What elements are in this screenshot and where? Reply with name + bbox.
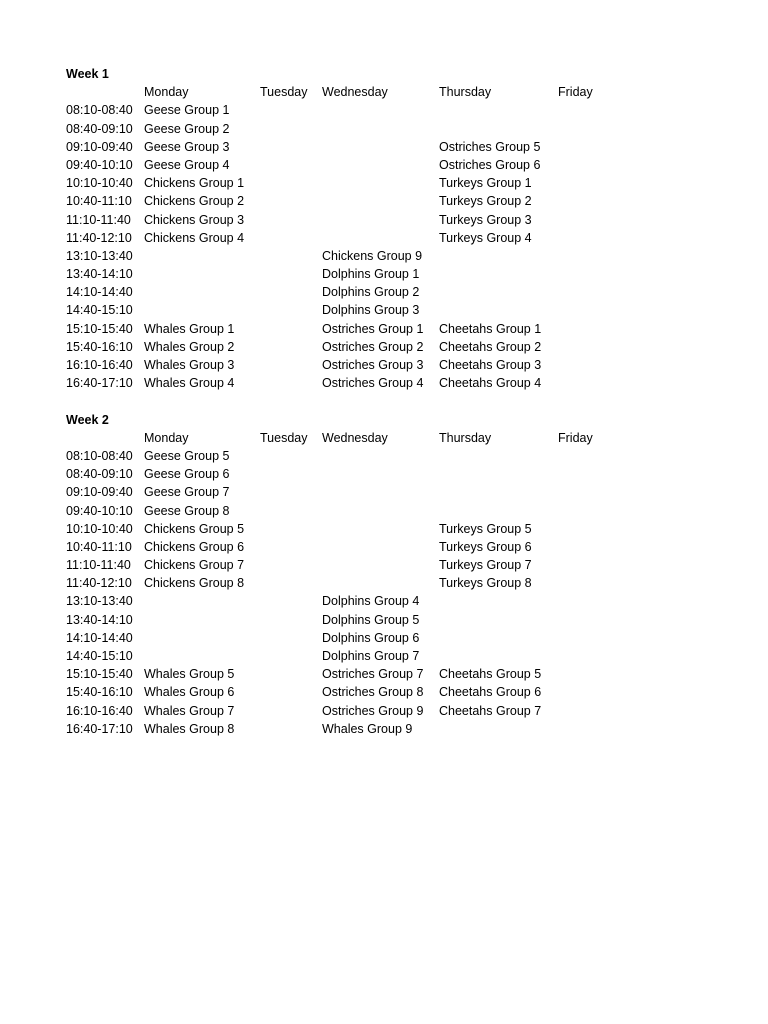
time-slot: 14:40-15:10 bbox=[66, 649, 133, 663]
time-slot: 10:10-10:40 bbox=[66, 176, 133, 191]
day-header-monday: Monday bbox=[144, 85, 189, 100]
thursday-cell: Turkeys Group 5 bbox=[439, 521, 532, 536]
thursday-cell: Turkeys Group 6 bbox=[439, 539, 532, 554]
wednesday-cell: Dolphins Group 3 bbox=[322, 303, 420, 318]
time-slot: 16:40-17:10 bbox=[66, 376, 133, 391]
thursday-cell: Turkeys Group 4 bbox=[439, 230, 532, 245]
week-title: Week 2 bbox=[66, 412, 109, 427]
time-slot: 15:10-15:40 bbox=[66, 667, 133, 682]
thursday-cell: Turkeys Group 3 bbox=[439, 212, 532, 227]
time-slot: 14:10-14:40 bbox=[66, 630, 133, 645]
monday-cell: Chickens Group 7 bbox=[144, 558, 245, 573]
monday-cell: Geese Group 7 bbox=[144, 485, 230, 500]
day-header-wednesday: Wednesday bbox=[322, 85, 388, 100]
day-header-monday: Monday bbox=[144, 430, 189, 445]
wednesday-cell: Ostriches Group 2 bbox=[322, 339, 424, 354]
time-slot: 16:40-17:10 bbox=[66, 721, 133, 736]
monday-cell: Geese Group 5 bbox=[144, 448, 230, 463]
time-slot: 16:10-16:40 bbox=[66, 358, 133, 372]
day-header-wednesday: Wednesday bbox=[322, 430, 388, 445]
monday-cell: Whales Group 7 bbox=[144, 703, 235, 718]
monday-cell: Chickens Group 4 bbox=[144, 230, 245, 245]
day-header-tuesday: Tuesday bbox=[260, 85, 308, 100]
wednesday-cell: Ostriches Group 9 bbox=[322, 703, 424, 718]
thursday-cell: Cheetahs Group 4 bbox=[439, 376, 542, 391]
monday-cell: Geese Group 8 bbox=[144, 503, 230, 518]
thursday-cell: Ostriches Group 6 bbox=[439, 157, 541, 172]
wednesday-cell: Dolphins Group 2 bbox=[322, 285, 420, 300]
time-slot: 14:10-14:40 bbox=[66, 285, 133, 300]
wednesday-cell: Ostriches Group 7 bbox=[322, 667, 424, 682]
thursday-cell: Cheetahs Group 6 bbox=[439, 685, 542, 700]
monday-cell: Geese Group 6 bbox=[144, 467, 230, 482]
monday-cell: Whales Group 6 bbox=[144, 685, 235, 700]
time-slot: 13:10-13:40 bbox=[66, 594, 133, 609]
week-title: Week 1 bbox=[66, 67, 109, 81]
wednesday-cell: Ostriches Group 8 bbox=[322, 685, 424, 700]
thursday-cell: Turkeys Group 2 bbox=[439, 194, 532, 209]
monday-cell: Chickens Group 1 bbox=[144, 176, 245, 191]
time-slot: 10:40-11:10 bbox=[66, 194, 132, 209]
monday-cell: Whales Group 3 bbox=[144, 358, 235, 372]
day-header-thursday: Thursday bbox=[439, 85, 492, 100]
monday-cell: Chickens Group 5 bbox=[144, 521, 245, 536]
thursday-cell: Cheetahs Group 2 bbox=[439, 339, 542, 354]
time-slot: 08:10-08:40 bbox=[66, 103, 133, 118]
time-slot: 09:10-09:40 bbox=[66, 485, 133, 500]
day-header-friday: Friday bbox=[558, 85, 593, 100]
time-slot: 15:40-16:10 bbox=[66, 339, 133, 354]
time-slot: 11:40-12:10 bbox=[66, 230, 132, 245]
time-slot: 15:10-15:40 bbox=[66, 321, 133, 336]
monday-cell: Geese Group 3 bbox=[144, 139, 230, 154]
wednesday-cell: Ostriches Group 4 bbox=[322, 376, 424, 391]
time-slot: 16:10-16:40 bbox=[66, 703, 133, 718]
wednesday-cell: Whales Group 9 bbox=[322, 721, 413, 736]
wednesday-cell: Dolphins Group 1 bbox=[322, 267, 420, 282]
time-slot: 15:40-16:10 bbox=[66, 685, 133, 700]
time-slot: 14:40-15:10 bbox=[66, 303, 133, 318]
monday-cell: Whales Group 5 bbox=[144, 667, 235, 682]
monday-cell: Chickens Group 6 bbox=[144, 539, 245, 554]
time-slot: 10:10-10:40 bbox=[66, 521, 133, 536]
time-slot: 13:40-14:10 bbox=[66, 612, 133, 627]
thursday-cell: Turkeys Group 7 bbox=[439, 558, 532, 573]
thursday-cell: Ostriches Group 5 bbox=[439, 139, 541, 154]
time-slot: 11:10-11:40 bbox=[66, 558, 131, 573]
monday-cell: Chickens Group 8 bbox=[144, 576, 245, 591]
time-slot: 09:40-10:10 bbox=[66, 503, 133, 518]
monday-cell: Geese Group 2 bbox=[144, 121, 230, 136]
thursday-cell: Cheetahs Group 3 bbox=[439, 358, 542, 372]
monday-cell: Whales Group 8 bbox=[144, 721, 235, 736]
day-header-tuesday: Tuesday bbox=[260, 430, 308, 445]
time-slot: 10:40-11:10 bbox=[66, 539, 132, 554]
wednesday-cell: Dolphins Group 4 bbox=[322, 594, 420, 609]
monday-cell: Whales Group 4 bbox=[144, 376, 235, 391]
time-slot: 08:10-08:40 bbox=[66, 448, 133, 463]
wednesday-cell: Chickens Group 9 bbox=[322, 248, 423, 263]
wednesday-cell: Ostriches Group 3 bbox=[322, 358, 424, 372]
thursday-cell: Cheetahs Group 1 bbox=[439, 321, 542, 336]
monday-cell: Chickens Group 3 bbox=[144, 212, 245, 227]
wednesday-cell: Ostriches Group 1 bbox=[322, 321, 424, 336]
wednesday-cell: Dolphins Group 5 bbox=[322, 612, 420, 627]
thursday-cell: Cheetahs Group 7 bbox=[439, 703, 542, 718]
day-header-friday: Friday bbox=[558, 430, 593, 445]
thursday-cell: Cheetahs Group 5 bbox=[439, 667, 542, 682]
time-slot: 13:10-13:40 bbox=[66, 248, 133, 263]
time-slot: 09:10-09:40 bbox=[66, 139, 133, 154]
monday-cell: Geese Group 1 bbox=[144, 103, 230, 118]
thursday-cell: Turkeys Group 8 bbox=[439, 576, 532, 591]
thursday-cell: Turkeys Group 1 bbox=[439, 176, 532, 191]
time-slot: 08:40-09:10 bbox=[66, 467, 133, 482]
time-slot: 08:40-09:10 bbox=[66, 121, 133, 136]
wednesday-cell: Dolphins Group 7 bbox=[322, 649, 420, 663]
time-slot: 11:40-12:10 bbox=[66, 576, 132, 591]
time-slot: 09:40-10:10 bbox=[66, 157, 133, 172]
time-slot: 13:40-14:10 bbox=[66, 267, 133, 282]
wednesday-cell: Dolphins Group 6 bbox=[322, 630, 420, 645]
monday-cell: Geese Group 4 bbox=[144, 157, 230, 172]
monday-cell: Whales Group 2 bbox=[144, 339, 235, 354]
day-header-thursday: Thursday bbox=[439, 430, 492, 445]
time-slot: 11:10-11:40 bbox=[66, 212, 131, 227]
monday-cell: Chickens Group 2 bbox=[144, 194, 245, 209]
monday-cell: Whales Group 1 bbox=[144, 321, 235, 336]
